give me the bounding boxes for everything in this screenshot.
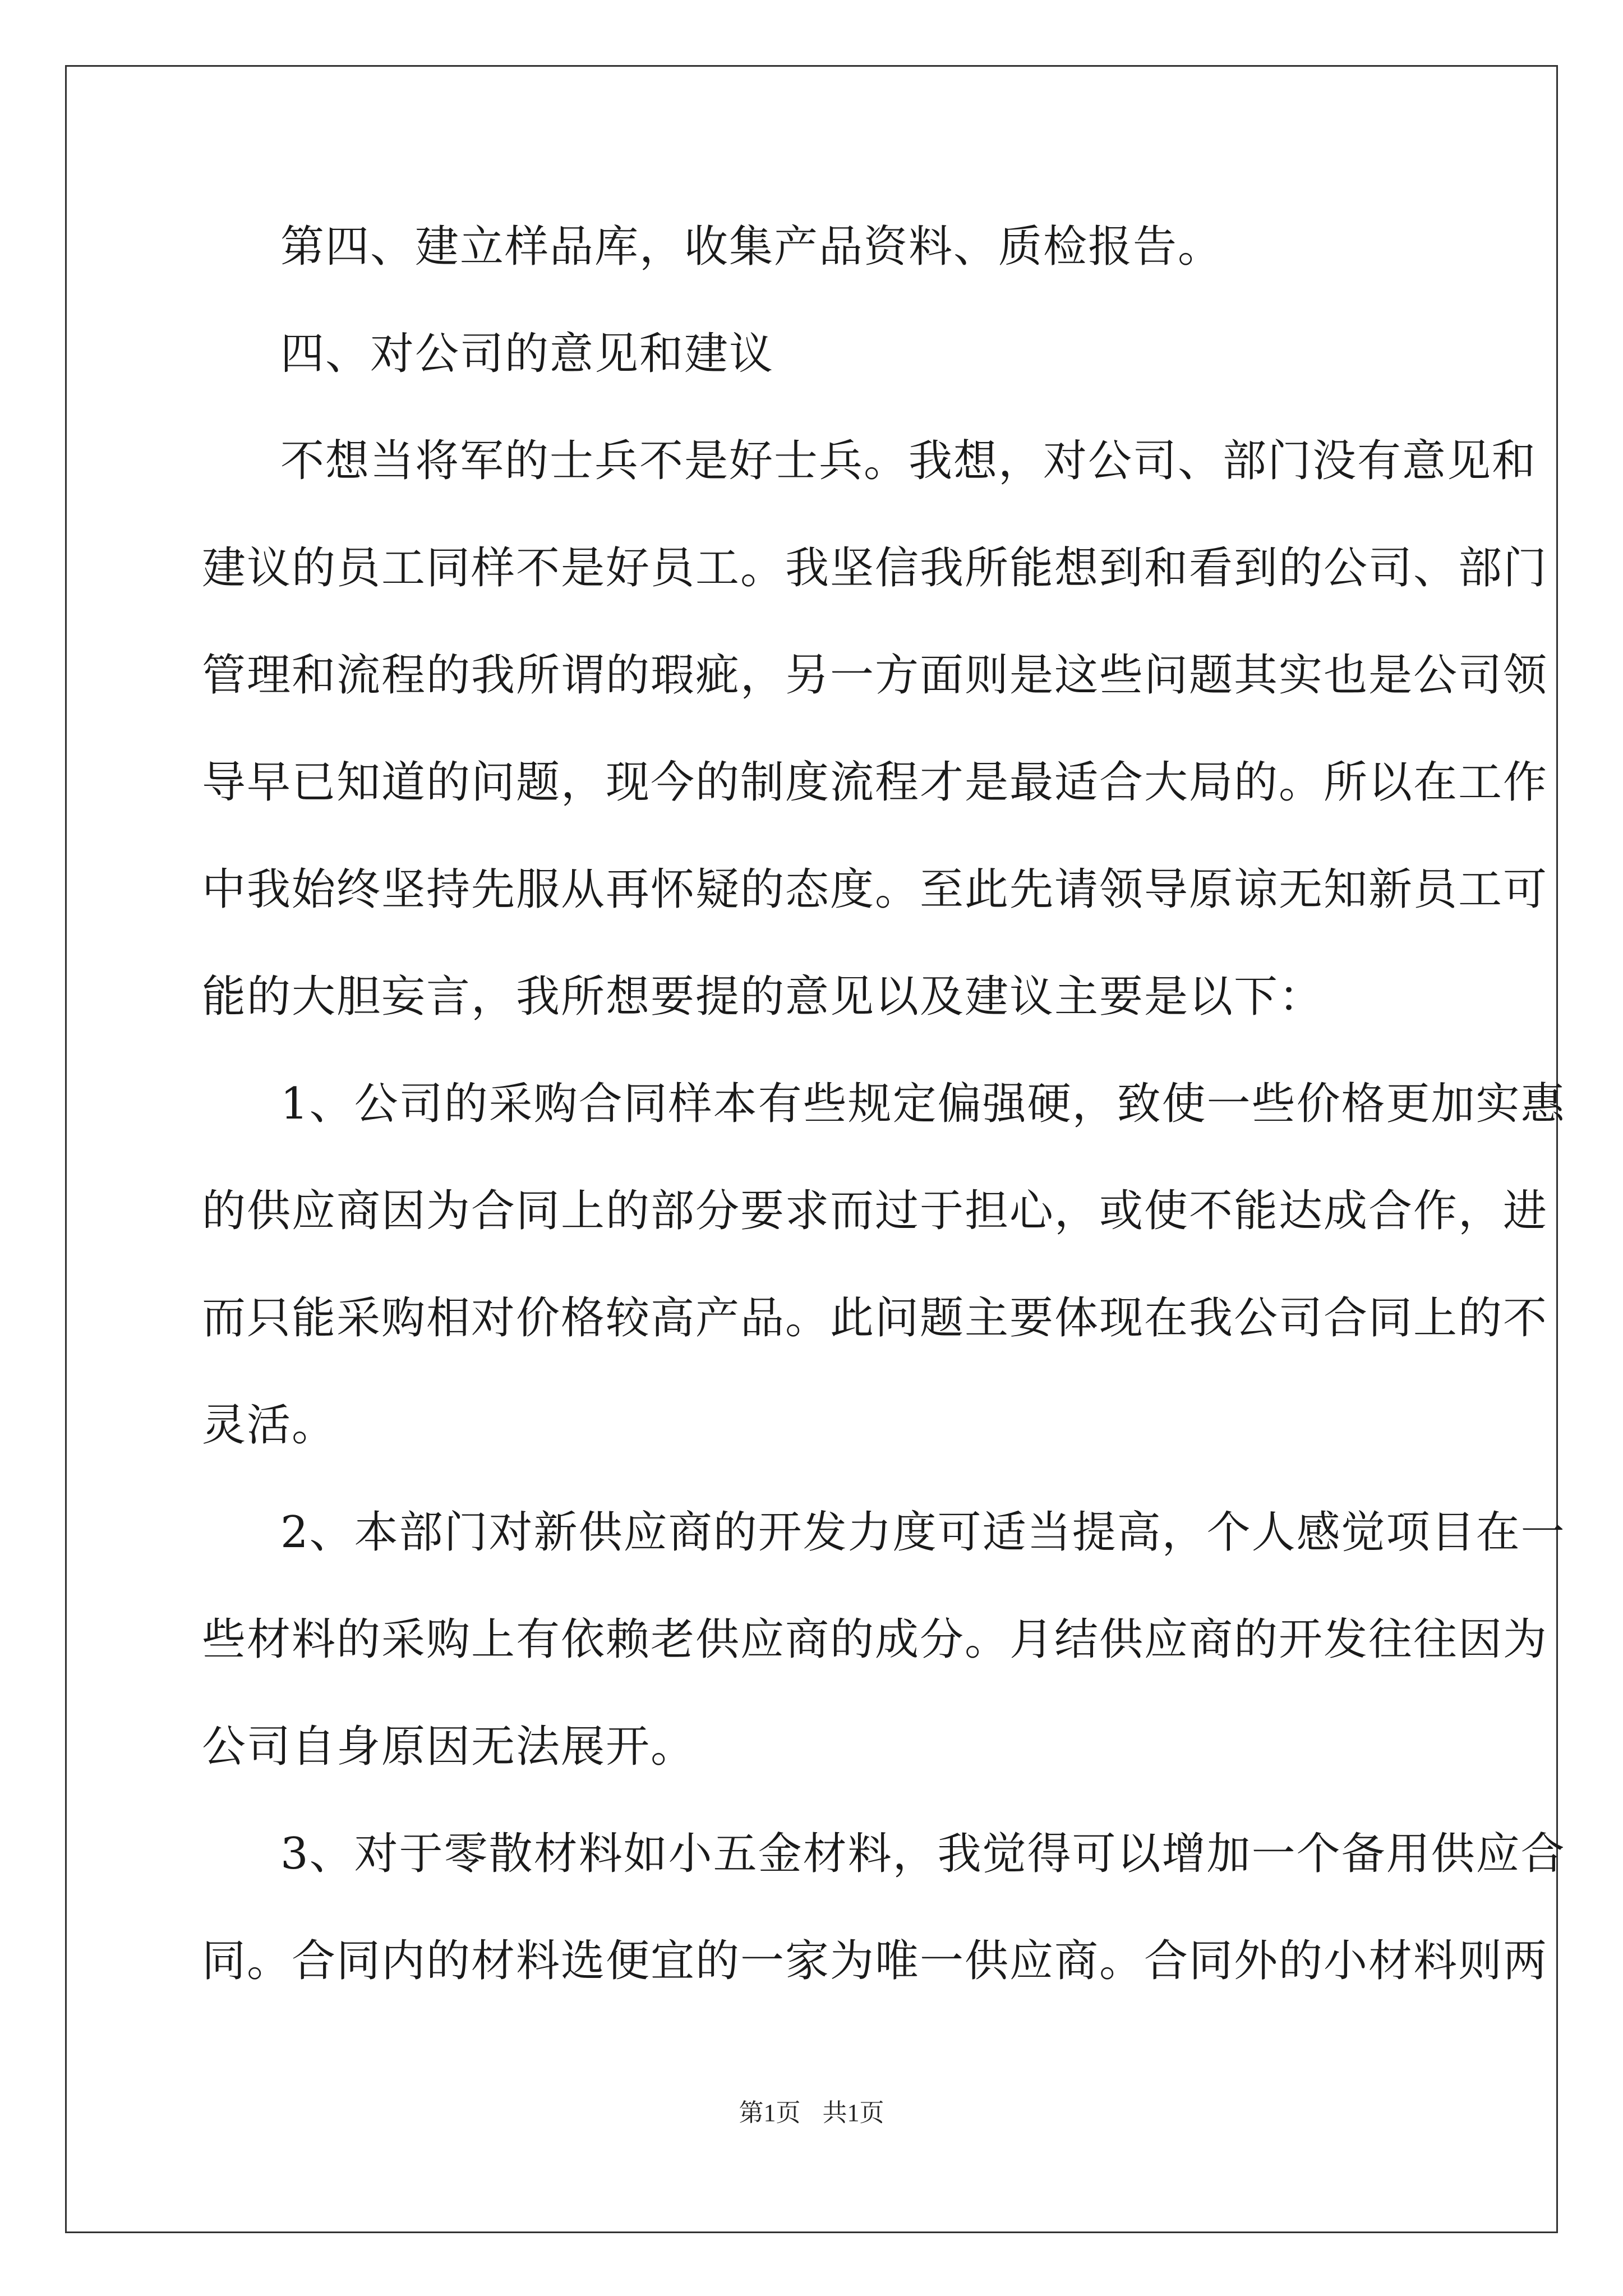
document-body — [202, 213, 1566, 2035]
page-number: 第1页 — [739, 2099, 801, 2127]
page-footer — [0, 2092, 1623, 2128]
section-heading: 四、对公司的意见和建议 — [280, 329, 774, 379]
paragraph-line: 3、对于零散材料如小五金材料，我觉得可以增加一个备用供应合 — [280, 1829, 1566, 1879]
paragraph-line: 同。合同内的材料选便宜的一家为唯一供应商。合同外的小材料则两 — [202, 1936, 1548, 1986]
paragraph-line: 的供应商因为合同上的部分要求而过于担心，或使不能达成合作，进 — [202, 1186, 1548, 1236]
paragraph-line: 公司自身原因无法展开。 — [202, 1722, 696, 1772]
paragraph-line: 而只能采购相对价格较高产品。此问题主要体现在我公司合同上的不 — [202, 1293, 1548, 1343]
paragraph-line: 建议的员工同样不是好员工。我坚信我所能想到和看到的公司、部门 — [202, 543, 1548, 593]
paragraph-line: 灵活。 — [202, 1400, 337, 1451]
paragraph-line: 导早已知道的问题，现今的制度流程才是最适合大局的。所以在工作 — [202, 757, 1548, 808]
paragraph-line: 不想当将军的士兵不是好士兵。我想，对公司、部门没有意见和 — [280, 436, 1537, 486]
paragraph-line: 第四、建立样品库，收集产品资料、质检报告。 — [280, 222, 1223, 272]
paragraph-line: 管理和流程的我所谓的瑕疵，另一方面则是这些问题其实也是公司领 — [202, 650, 1548, 701]
paragraph-line: 些材料的采购上有依赖老供应商的成分。月结供应商的开发往往因为 — [202, 1614, 1548, 1665]
paragraph-line: 1、公司的采购合同样本有些规定偏强硬，致使一些价格更加实惠 — [280, 1079, 1566, 1129]
paragraph-line: 2、本部门对新供应商的开发力度可适当提高，个人感觉项目在一 — [280, 1507, 1566, 1558]
paragraph-line: 能的大胆妄言，我所想要提的意见以及建议主要是以下： — [202, 972, 1324, 1022]
page-total: 共1页 — [822, 2099, 884, 2127]
paragraph-line: 中我始终坚持先服从再怀疑的态度。至此先请领导原谅无知新员工可 — [202, 864, 1548, 915]
